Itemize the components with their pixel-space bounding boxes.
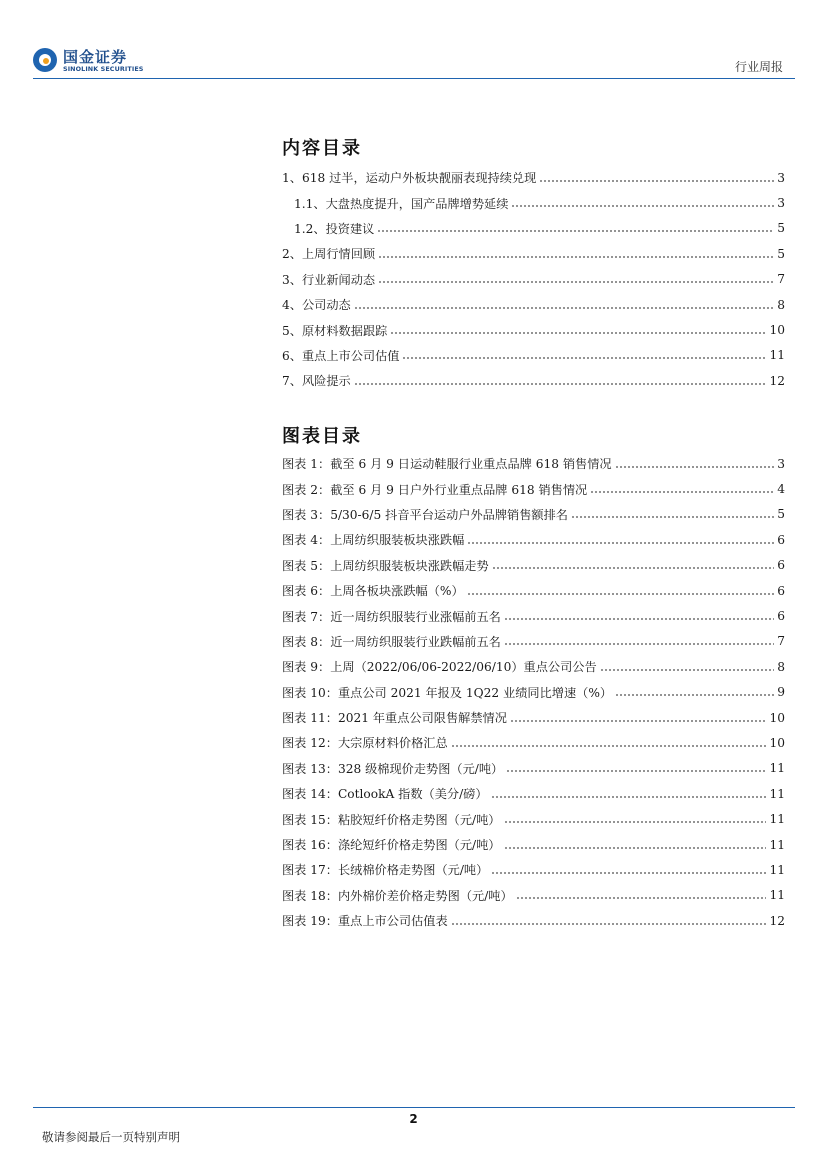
figure-item-title: 图表 9：上周（2022/06/06-2022/06/10）重点公司公告 bbox=[282, 660, 597, 675]
contents-item-page-number: 10 bbox=[769, 323, 785, 338]
figure-item-title: 图表 12：大宗原材料价格汇总 bbox=[282, 736, 448, 751]
logo-chinese-name: 国金证券 bbox=[63, 48, 128, 66]
figure-item-page-number: 3 bbox=[777, 456, 785, 471]
figure-item[interactable] bbox=[282, 476, 785, 501]
contents-item-title: 5、原材料数据跟踪 bbox=[282, 323, 388, 338]
contents-item[interactable] bbox=[282, 267, 785, 292]
figure-item-title: 图表 11：2021 年重点公司限售解禁情况 bbox=[282, 711, 507, 726]
figure-item-page-number: 11 bbox=[769, 888, 785, 903]
figure-item-page-number: 6 bbox=[777, 609, 785, 624]
dot-leader bbox=[539, 177, 774, 185]
dot-leader bbox=[377, 227, 774, 235]
dot-leader bbox=[511, 202, 774, 210]
figure-item[interactable] bbox=[282, 908, 785, 933]
figure-item-page-number: 6 bbox=[777, 558, 785, 573]
footer-divider bbox=[33, 1107, 795, 1108]
figure-item[interactable] bbox=[282, 553, 785, 578]
page-number: 2 bbox=[409, 1112, 418, 1126]
page-header bbox=[0, 0, 827, 80]
contents-item-page-number: 12 bbox=[769, 373, 785, 388]
contents-item-page-number: 5 bbox=[777, 221, 785, 236]
figure-item-title: 图表 17：长绒棉价格走势图（元/吨） bbox=[282, 863, 489, 878]
figure-item-title: 图表 6：上周各板块涨跌幅（%） bbox=[282, 584, 464, 599]
figure-item-title: 图表 13：328 级棉现价走势图（元/吨） bbox=[282, 761, 504, 776]
contents-item-title: 1.2、投资建议 bbox=[294, 221, 375, 236]
figure-item-title: 图表 1：截至 6 月 9 日运动鞋服行业重点品牌 618 销售情况 bbox=[282, 457, 612, 472]
figure-item-title: 图表 4：上周纺织服装板块涨跌幅 bbox=[282, 533, 465, 548]
figure-item-page-number: 12 bbox=[769, 913, 785, 928]
figure-item-page-number: 8 bbox=[777, 659, 785, 674]
contents-item-title: 6、重点上市公司估值 bbox=[282, 348, 400, 363]
contents-item-page-number: 11 bbox=[769, 348, 785, 363]
figure-item-page-number: 11 bbox=[769, 786, 785, 801]
figure-item-title: 图表 5：上周纺织服装板块涨跌幅走势 bbox=[282, 558, 489, 573]
contents-item[interactable] bbox=[282, 368, 785, 393]
contents-item-page-number: 5 bbox=[777, 246, 785, 261]
figure-item[interactable] bbox=[282, 629, 785, 654]
figure-item[interactable] bbox=[282, 705, 785, 730]
figure-item[interactable] bbox=[282, 857, 785, 882]
figure-item-page-number: 4 bbox=[777, 482, 785, 497]
dot-leader bbox=[467, 539, 774, 547]
figure-item-title: 图表 15：粘胶短纤价格走势图（元/吨） bbox=[282, 812, 501, 827]
figures-list bbox=[282, 451, 785, 933]
contents-item-title: 7、风险提示 bbox=[282, 374, 351, 389]
figure-item[interactable] bbox=[282, 451, 785, 476]
contents-list bbox=[282, 165, 785, 394]
dot-leader bbox=[510, 717, 767, 725]
contents-item-title: 1、618 过半，运动户外板块靓丽表现持续兑现 bbox=[282, 171, 537, 186]
dot-leader bbox=[571, 513, 774, 521]
dot-leader bbox=[504, 818, 767, 826]
contents-item[interactable] bbox=[282, 292, 785, 317]
contents-item-page-number: 8 bbox=[777, 297, 785, 312]
dot-leader bbox=[491, 793, 767, 801]
figure-item-page-number: 11 bbox=[769, 837, 785, 852]
figure-item[interactable] bbox=[282, 527, 785, 552]
dot-leader bbox=[506, 767, 766, 775]
figure-item-title: 图表 10：重点公司 2021 年报及 1Q22 业绩同比增速（%） bbox=[282, 685, 613, 700]
figure-item[interactable] bbox=[282, 578, 785, 603]
company-logo bbox=[33, 46, 163, 76]
figure-item-title: 图表 16：涤纶短纤价格走势图（元/吨） bbox=[282, 838, 501, 853]
figure-item[interactable] bbox=[282, 654, 785, 679]
contents-item[interactable] bbox=[282, 241, 785, 266]
report-type: 行业周报 bbox=[734, 60, 783, 74]
dot-leader bbox=[492, 564, 774, 572]
contents-item-page-number: 3 bbox=[777, 196, 785, 211]
figure-item-page-number: 5 bbox=[777, 507, 785, 522]
dot-leader bbox=[491, 869, 766, 877]
dot-leader bbox=[451, 920, 767, 928]
dot-leader bbox=[504, 615, 774, 623]
dot-leader bbox=[504, 640, 774, 648]
dot-leader bbox=[402, 354, 766, 362]
contents-item[interactable] bbox=[282, 190, 785, 215]
figure-item-page-number: 11 bbox=[769, 862, 785, 877]
figure-item-page-number: 6 bbox=[777, 532, 785, 547]
figure-item-title: 图表 2：截至 6 月 9 日户外行业重点品牌 618 销售情况 bbox=[282, 482, 588, 497]
figure-item-title: 图表 19：重点上市公司估值表 bbox=[282, 914, 448, 929]
contents-item-page-number: 7 bbox=[777, 272, 785, 287]
contents-title: 内容目录 bbox=[282, 138, 362, 159]
figure-item[interactable] bbox=[282, 680, 785, 705]
dot-leader bbox=[451, 742, 767, 750]
figures-title: 图表目录 bbox=[282, 426, 362, 447]
contents-item-title: 4、公司动态 bbox=[282, 298, 351, 313]
dot-leader bbox=[354, 380, 767, 388]
dot-leader bbox=[516, 894, 767, 902]
dot-leader bbox=[600, 666, 774, 674]
figure-item[interactable] bbox=[282, 730, 785, 755]
contents-item-title: 2、上周行情回顾 bbox=[282, 247, 376, 262]
contents-item[interactable] bbox=[282, 165, 785, 190]
figure-item-page-number: 6 bbox=[777, 583, 785, 598]
figure-item[interactable] bbox=[282, 832, 785, 857]
figure-item-page-number: 11 bbox=[769, 812, 785, 827]
figure-item-page-number: 10 bbox=[769, 735, 785, 750]
figure-item-page-number: 10 bbox=[769, 710, 785, 725]
dot-leader bbox=[390, 329, 766, 337]
contents-item-title: 1.1、大盘热度提升，国产品牌增势延续 bbox=[294, 196, 509, 211]
figure-item-title: 图表 14：CotlookA 指数（美分/磅） bbox=[282, 787, 488, 802]
contents-item-title: 3、行业新闻动态 bbox=[282, 272, 376, 287]
contents-item-page-number: 3 bbox=[777, 170, 785, 185]
figure-item-title: 图表 8：近一周纺织服装行业跌幅前五名 bbox=[282, 634, 501, 649]
logo-english-name: SINOLINK SECURITIES bbox=[63, 65, 144, 73]
contents-item[interactable] bbox=[282, 317, 785, 342]
figure-item[interactable] bbox=[282, 756, 785, 781]
figure-item-page-number: 11 bbox=[769, 761, 785, 776]
footer-disclaimer: 敬请参阅最后一页特别声明 bbox=[42, 1130, 180, 1144]
figure-item[interactable] bbox=[282, 781, 785, 806]
figure-item[interactable] bbox=[282, 883, 785, 908]
dot-leader bbox=[615, 691, 774, 699]
dot-leader bbox=[354, 304, 774, 312]
figure-item[interactable] bbox=[282, 806, 785, 831]
figure-item-page-number: 9 bbox=[777, 685, 785, 700]
figure-item[interactable] bbox=[282, 603, 785, 628]
dot-leader bbox=[615, 463, 774, 471]
figure-item-title: 图表 18：内外棉价差价格走势图（元/吨） bbox=[282, 888, 513, 903]
figure-item-title: 图表 3：5/30-6/5 抖音平台运动户外品牌销售额排名 bbox=[282, 507, 568, 522]
figure-item-page-number: 7 bbox=[777, 634, 785, 649]
contents-item[interactable] bbox=[282, 216, 785, 241]
logo-mark-icon bbox=[33, 48, 57, 72]
dot-leader bbox=[378, 278, 774, 286]
dot-leader bbox=[590, 488, 774, 496]
figure-item-title: 图表 7：近一周纺织服装行业涨幅前五名 bbox=[282, 609, 501, 624]
dot-leader bbox=[378, 253, 774, 261]
figure-item[interactable] bbox=[282, 502, 785, 527]
contents-item[interactable] bbox=[282, 343, 785, 368]
header-divider bbox=[33, 78, 795, 79]
dot-leader bbox=[504, 844, 767, 852]
dot-leader bbox=[467, 590, 774, 598]
